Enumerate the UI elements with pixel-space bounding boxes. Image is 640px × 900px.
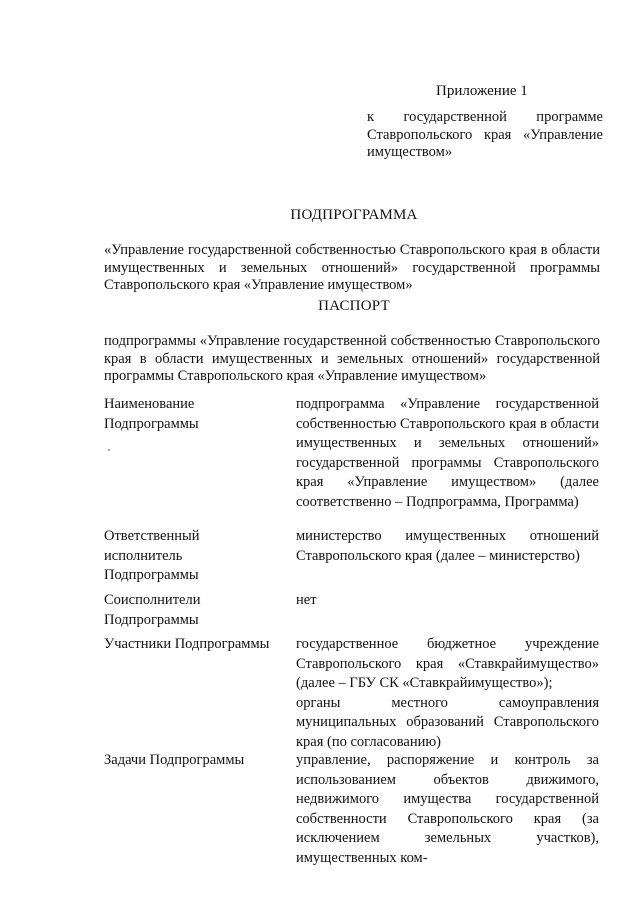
subprogram-heading: ПОДПРОГРАММА (290, 207, 418, 223)
participant-line: органы местного самоуправления муниципальных образований Ставропольского края (по согласованию) (296, 694, 599, 750)
appendix-subtitle: к государственной программе Ставропольского края «Управление имуществом» (367, 109, 603, 160)
passport-heading: ПАСПОРТ (318, 298, 390, 314)
appendix-title: Приложение 1 (436, 83, 528, 99)
row-label-responsible: Ответственный исполнитель Подпрограммы (104, 528, 200, 583)
row-label-name: Наименование Подпрограммы (104, 396, 199, 432)
row-label-coexecutors: Соисполнители Подпрограммы (104, 592, 201, 628)
row-value-tasks: управление, распоряжение и контроль за использованием объектов движимого, недвижимого имущества государственной собственности Ставропольского края (за исключением земельных участков), имущественных ком- (296, 752, 599, 866)
participant-line: государственное бюджетное учреждение Ставропольского края «Ставкрайимущество» (далее – ГБУ СК «Ставкрайимущество»); (296, 636, 599, 691)
row-label-participants: Участники Подпрограммы (104, 636, 270, 652)
stray-mark (108, 449, 110, 451)
row-value-coexecutors: нет (296, 592, 317, 608)
row-value-participants (296, 635, 599, 752)
subprogram-name: «Управление государственной собственностью Ставропольского края в области имущественных и земельных отношений» государственной программы Ставропольского края «Управление имуществом» (104, 242, 600, 293)
row-value-name: подпрограмма «Управление государственной собственностью Ставропольского края в области имущественных и земельных отношений» государственной программы Ставропольского края «Управление имуществом» (далее соответственно – Подпрограмма, Программа) (296, 396, 599, 510)
passport-intro: подпрограммы «Управление государственной собственностью Ставропольского края в области имущественных и земельных отношений» государственной программы Ставропольского края «Управление имуществом» (104, 333, 600, 384)
row-value-responsible: министерство имущественных отношений Ставропольского края (далее – министерство) (296, 528, 599, 564)
row-label-tasks: Задачи Подпрограммы (104, 752, 245, 768)
